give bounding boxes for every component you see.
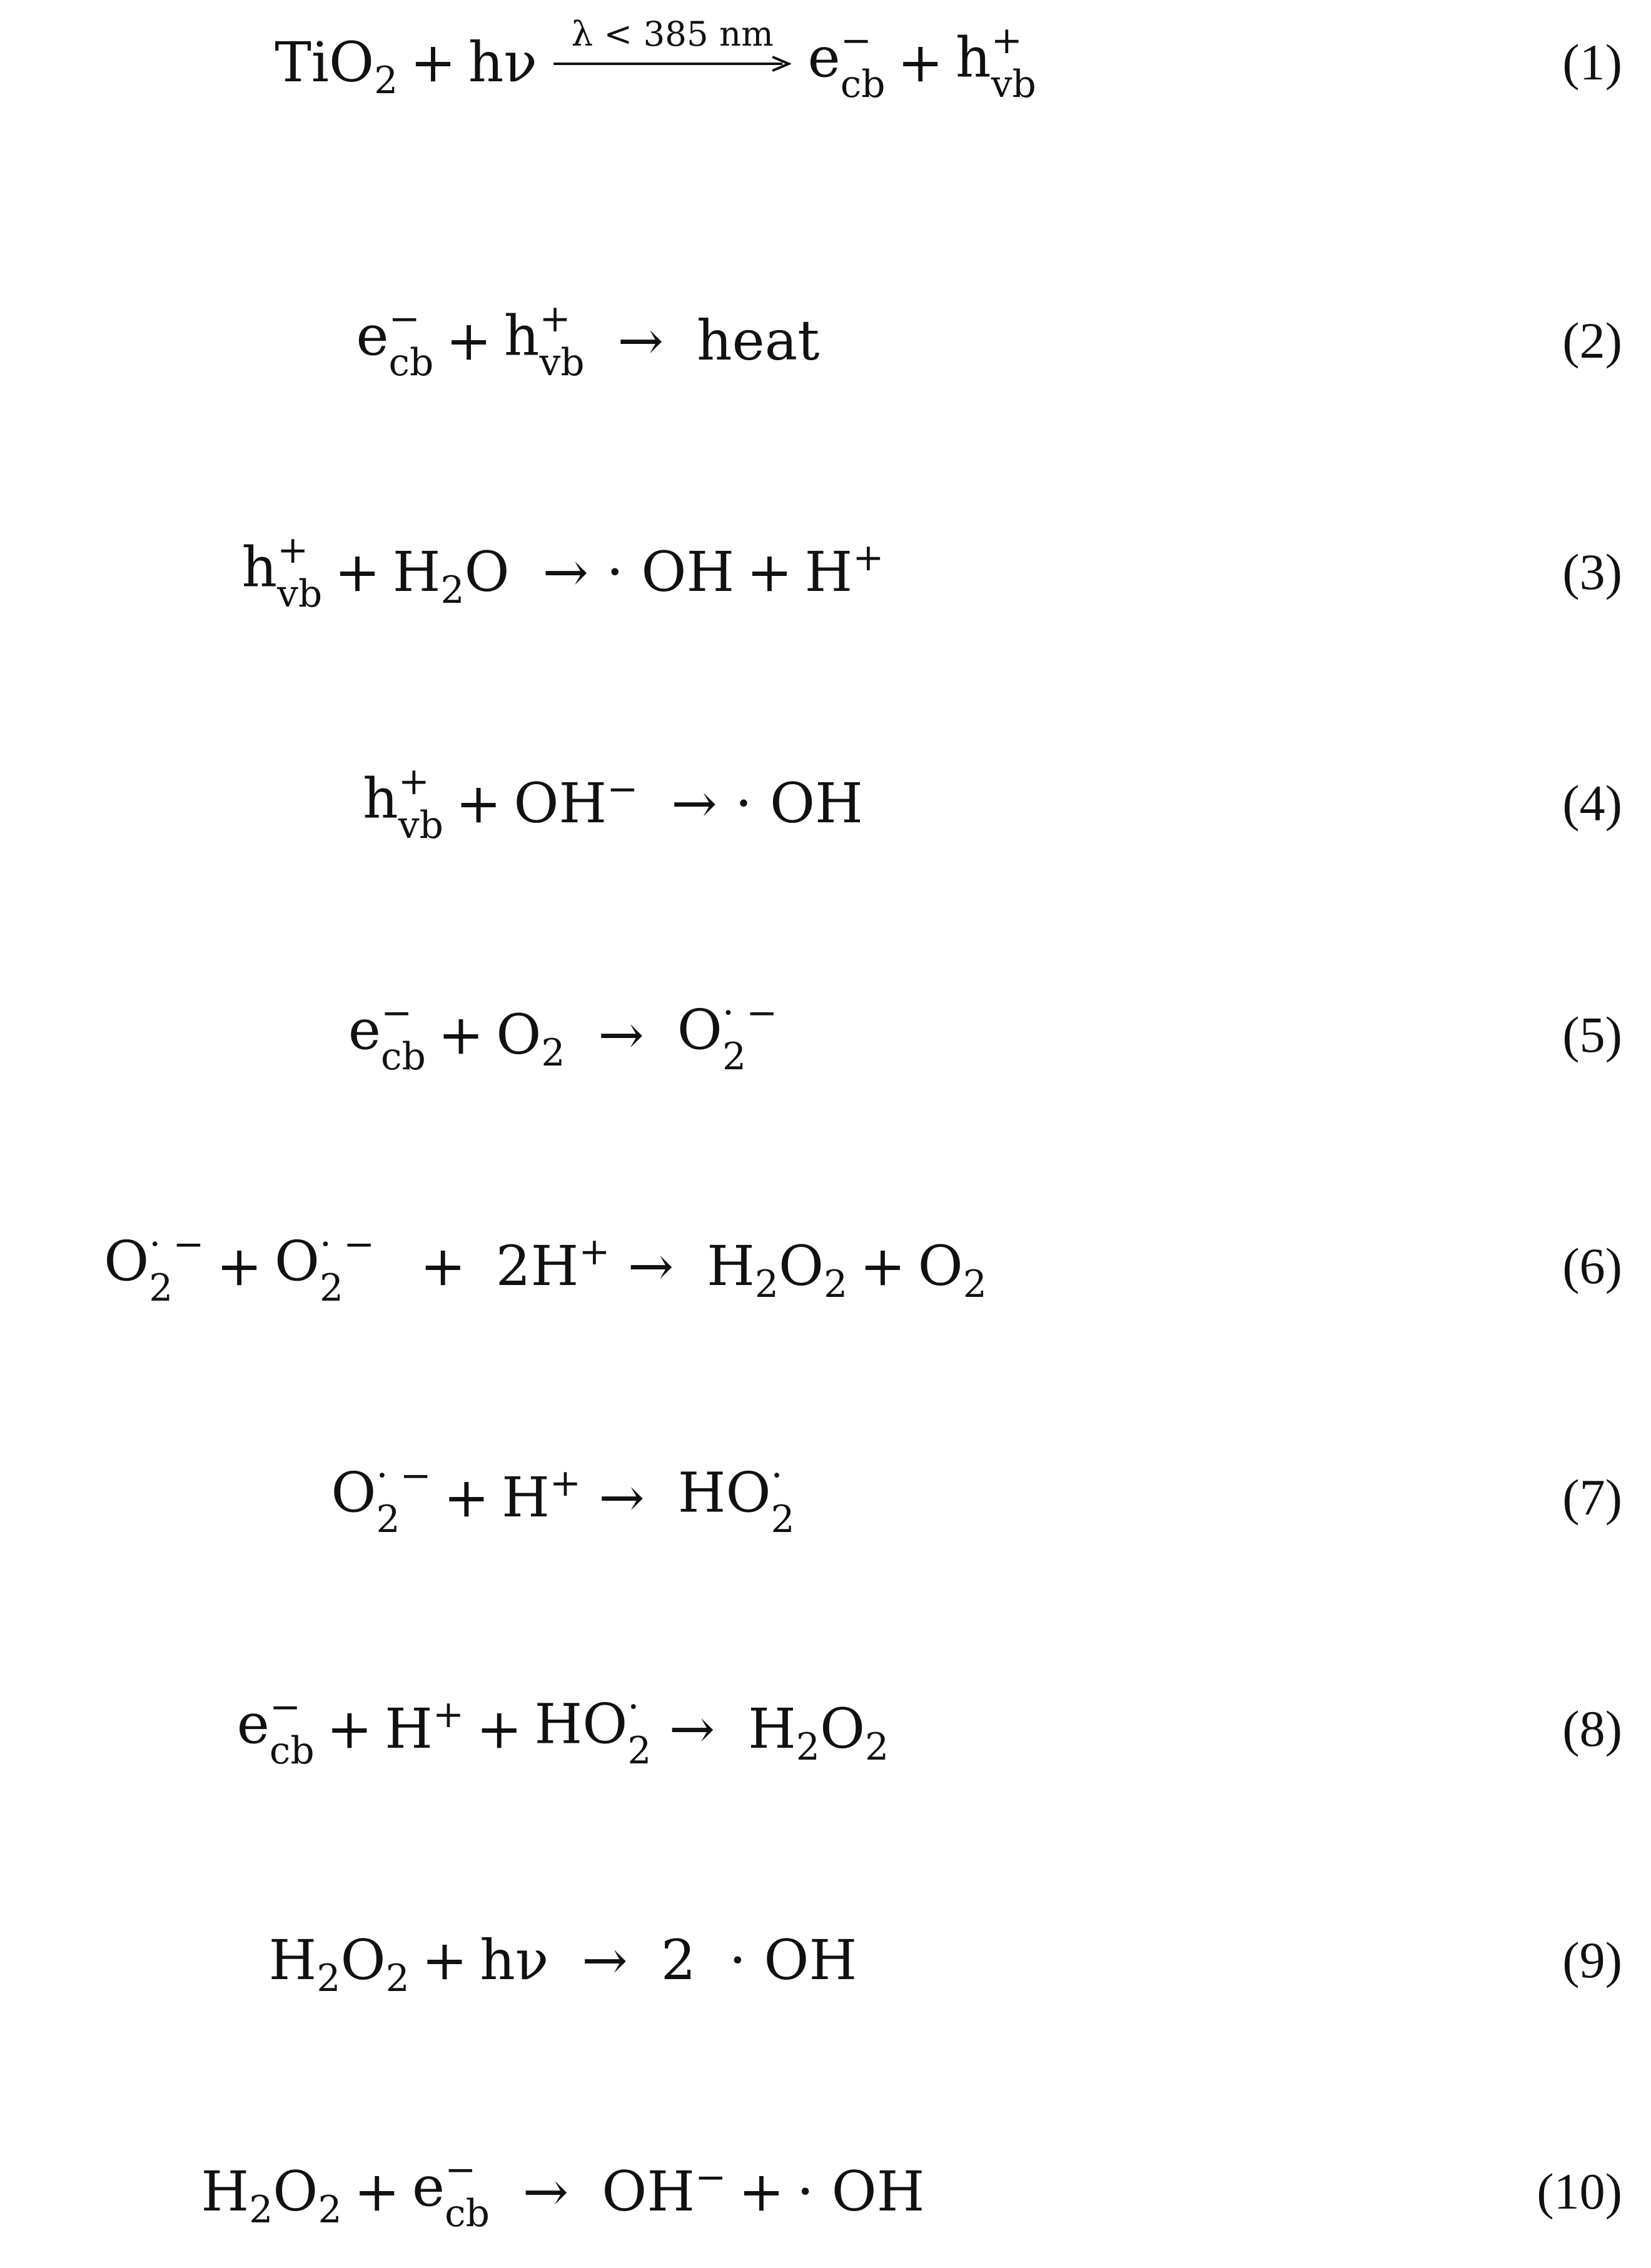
eq1-reaction-arrow	[553, 14, 791, 73]
eq8-electron-cb: e − cb	[236, 1685, 315, 1773]
eq6-arrow: →	[627, 1234, 674, 1298]
equation-row-6	[0, 1204, 1651, 1329]
eq3-plus-2: +	[746, 540, 793, 604]
eq9-arrow: →	[582, 1928, 628, 1992]
eq4-plus: +	[455, 771, 502, 835]
equation-10	[201, 2129, 924, 2254]
eq4-hole-vb: h + vb	[363, 759, 443, 847]
eq6-hydrogen-peroxide: $H_2O_2$	[707, 1234, 848, 1307]
eq6-superoxide-1: O · − 2	[104, 1222, 204, 1310]
equation-row-2	[0, 278, 1651, 403]
eq5-electron-cb: e − cb	[348, 990, 426, 1079]
equation-number-4: (4)	[1562, 775, 1622, 832]
eq9-hydroxyl-radical: · OH	[729, 1928, 857, 1992]
eq8-plus: +	[326, 1696, 373, 1761]
eq10-plus-2: +	[738, 2159, 785, 2224]
eq3-proton: H+	[804, 536, 884, 604]
equation-row-5	[0, 972, 1651, 1097]
equation-row-1	[0, 0, 1651, 125]
equation-4	[363, 741, 863, 866]
eq10-hydroxyl-radical: · OH	[796, 2159, 925, 2224]
equation-row-7	[0, 1435, 1651, 1560]
long-right-arrow-icon	[553, 55, 791, 73]
eq7-plus: +	[443, 1465, 490, 1530]
eq9-photon: hν	[480, 1928, 549, 1992]
eq6-protons: 2H+	[495, 1230, 610, 1298]
equation-8	[237, 1666, 889, 1792]
eq8-plus-2: +	[476, 1696, 523, 1761]
eq10-plus: +	[353, 2159, 400, 2224]
eq3-hydroxyl-radical: · OH	[606, 540, 735, 604]
equation-5	[348, 972, 777, 1097]
eq5-oxygen: $O_2$	[496, 1002, 565, 1076]
eq6-plus-2: +	[420, 1234, 467, 1298]
equation-number-3: (3)	[1562, 543, 1622, 600]
eq2-electron-cb: e − cb	[356, 296, 434, 385]
eq1-hole-vb: h + vb	[956, 18, 1036, 106]
eq7-hydroperoxyl: HO · 2	[677, 1453, 795, 1541]
eq8-hydrogen-peroxide: $H_2O_2$	[748, 1696, 889, 1770]
eq4-hydroxide: OH−	[513, 767, 639, 835]
eq3-arrow: →	[542, 540, 589, 604]
eq10-hydrogen-peroxide: $H_2O_2$	[201, 2159, 342, 2232]
eq8-proton: H+	[385, 1693, 465, 1761]
eq3-water: $H_2O$	[392, 540, 510, 613]
eq4-hydroxyl-radical: · OH	[735, 771, 863, 835]
equation-number-8: (8)	[1562, 1700, 1622, 1757]
eq9-plus: +	[422, 1928, 468, 1992]
eq10-hydroxide: OH−	[602, 2155, 727, 2224]
equation-3	[241, 510, 884, 635]
equation-number-5: (5)	[1562, 1006, 1622, 1063]
eq1-photon: hν	[468, 30, 537, 94]
eq1-plus: +	[410, 30, 457, 94]
equation-row-3	[0, 510, 1651, 635]
eq8-hydroperoxyl: HO · 2	[534, 1685, 652, 1773]
eq1-reactant-tio2: TiO$_2$	[275, 30, 398, 103]
equation-number-10: (10)	[1537, 2163, 1622, 2220]
eq1-plus-2: +	[897, 30, 944, 94]
equation-number-1: (1)	[1562, 34, 1622, 91]
eq10-electron-cb: e − cb	[411, 2147, 490, 2235]
eq6-plus-3: +	[859, 1234, 906, 1298]
equation-2	[356, 278, 819, 403]
eq4-arrow: →	[671, 771, 717, 835]
equation-number-7: (7)	[1562, 1469, 1622, 1526]
eq3-hole-vb: h + vb	[241, 528, 323, 616]
equation-row-4	[0, 741, 1651, 866]
equation-1	[275, 0, 1036, 125]
eq8-arrow: →	[669, 1696, 715, 1761]
equation-row-10	[0, 2129, 1651, 2254]
eq1-electron-cb: e − cb	[807, 18, 886, 106]
eq9-hydrogen-peroxide: $H_2O_2$	[268, 1928, 410, 2001]
eq7-proton: H+	[502, 1461, 582, 1530]
eq6-superoxide-2: O · − 2	[274, 1222, 375, 1310]
eq5-plus: +	[438, 1002, 484, 1067]
eq7-superoxide: O · − 2	[331, 1453, 432, 1541]
eq2-product-heat: heat	[696, 308, 820, 373]
equation-9	[269, 1898, 857, 2023]
eq5-arrow: →	[598, 1002, 644, 1067]
equation-number-9: (9)	[1562, 1932, 1622, 1988]
eq3-plus: +	[334, 540, 381, 604]
equation-number-6: (6)	[1562, 1237, 1622, 1294]
eq10-arrow: →	[522, 2159, 569, 2224]
equation-7	[331, 1435, 794, 1560]
equation-row-9	[0, 1898, 1651, 2023]
eq2-hole-vb: h + vb	[503, 296, 585, 385]
eq6-oxygen: $O_2$	[917, 1234, 987, 1307]
eq9-coefficient: 2	[660, 1928, 696, 1992]
eq1-arrow-condition: λ < 385 nm	[571, 14, 774, 54]
eq2-arrow: →	[617, 308, 664, 373]
eq6-plus: +	[216, 1234, 263, 1298]
eq7-arrow: →	[598, 1465, 645, 1530]
equation-number-2: (2)	[1562, 312, 1622, 369]
eq5-superoxide: O · − 2	[677, 990, 778, 1079]
equation-row-8	[0, 1666, 1651, 1792]
eq2-plus: +	[445, 308, 492, 373]
equation-6	[104, 1204, 987, 1329]
